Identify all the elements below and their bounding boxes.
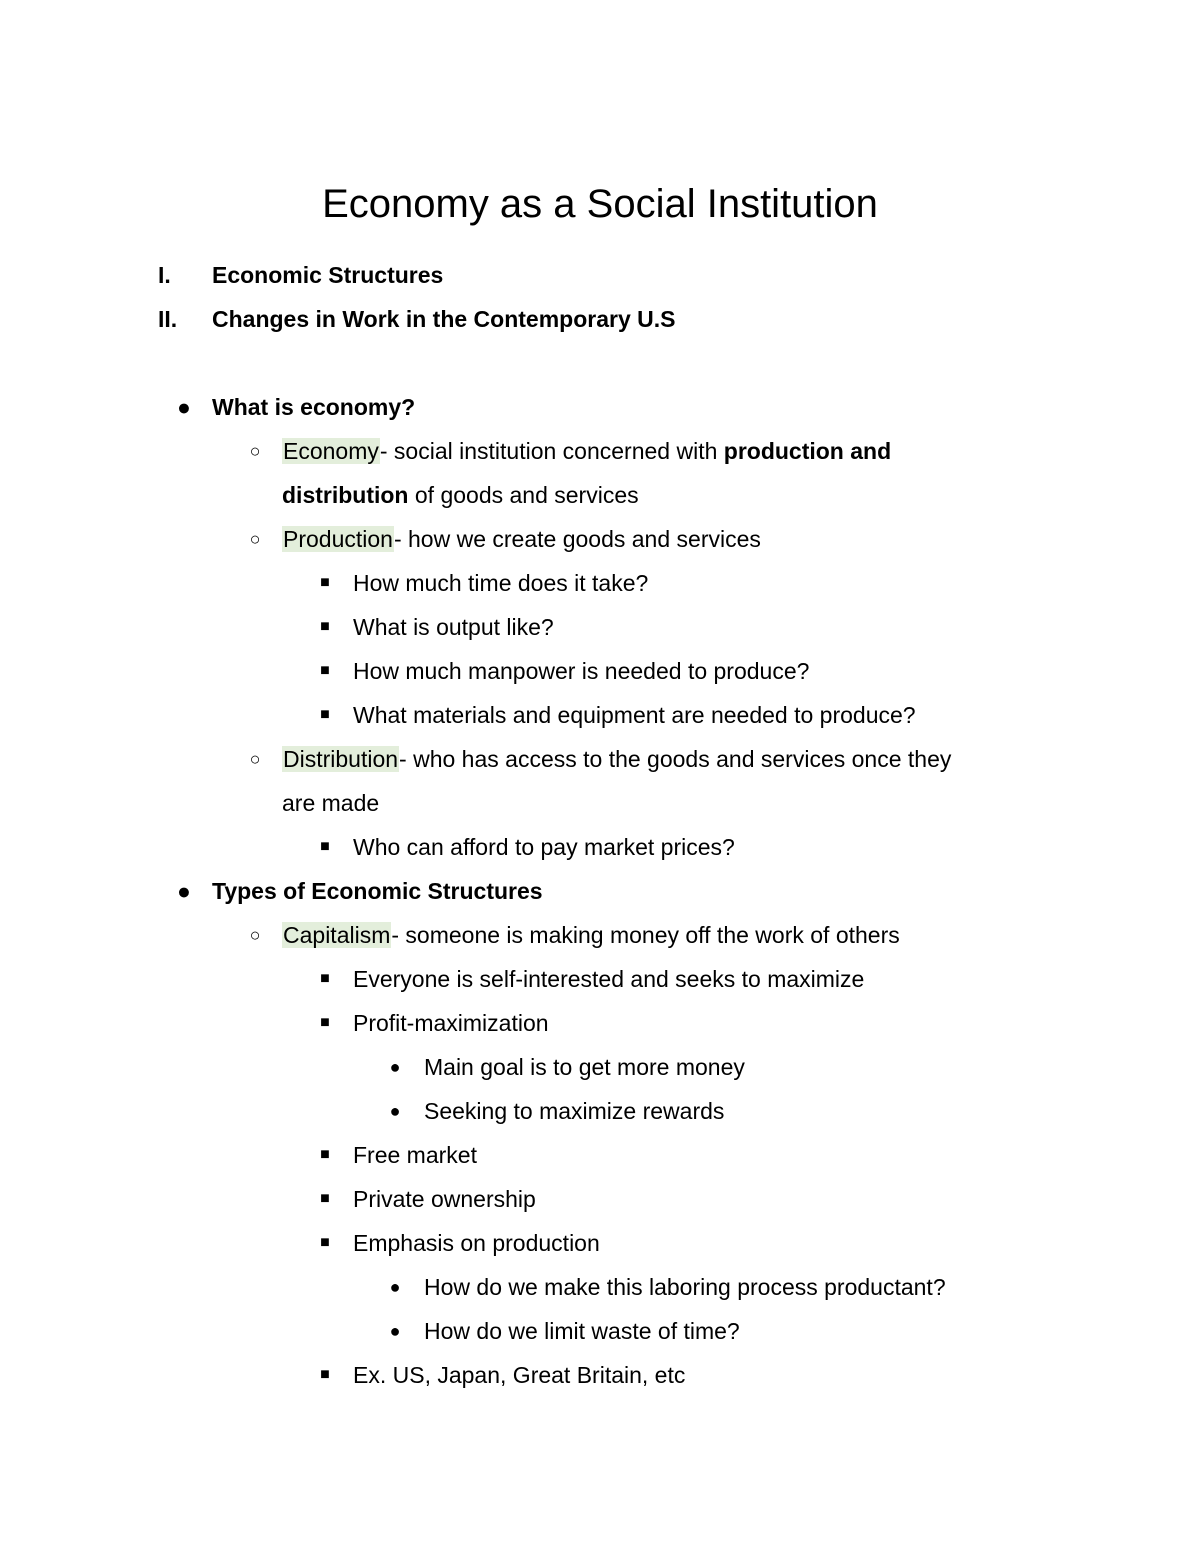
- square-bullet-icon: ■: [320, 1190, 330, 1207]
- definition-text: - someone is making money off the work of others: [391, 922, 900, 948]
- square-bullet-icon: ■: [320, 662, 330, 679]
- list-item-text: How do we limit waste of time?: [424, 1318, 740, 1344]
- bold-text: production and: [723, 438, 892, 464]
- hollow-bullet-icon: ○: [249, 749, 261, 769]
- filled-bullet-icon: ●: [389, 1101, 401, 1121]
- square-bullet-icon: ■: [320, 1146, 330, 1163]
- definition-continuation: are made: [282, 790, 380, 816]
- filled-bullet-icon: ●: [389, 1057, 401, 1077]
- outline-item-text: Changes in Work in the Contemporary U.S: [212, 306, 676, 332]
- list-item-text: Emphasis on production: [353, 1230, 600, 1256]
- definition-text: of goods and services: [408, 482, 639, 508]
- roman-numeral: II.: [158, 306, 178, 332]
- list-item-text: How much time does it take?: [353, 570, 649, 596]
- square-bullet-icon: ■: [320, 1366, 330, 1383]
- list-item-text: Main goal is to get more money: [424, 1054, 745, 1080]
- hollow-bullet-icon: ○: [249, 925, 261, 945]
- outline-item-text: Economic Structures: [212, 262, 444, 288]
- filled-bullet-icon: ●: [389, 1277, 401, 1297]
- highlighted-term: Economy: [283, 438, 379, 464]
- list-item-text: Seeking to maximize rewards: [424, 1098, 725, 1124]
- definition-text: - social institution concerned with: [379, 438, 724, 464]
- filled-bullet-icon: ●: [177, 394, 191, 420]
- definition-text: - who has access to the goods and services once they: [399, 746, 952, 772]
- bold-text: distribution: [282, 482, 409, 508]
- definition-continuation: [282, 473, 639, 517]
- square-bullet-icon: ■: [320, 1014, 330, 1031]
- document-title: Economy as a Social Institution: [322, 182, 878, 226]
- list-item-text: How do we make this laboring process productant?: [424, 1274, 946, 1300]
- list-item-text: Who can afford to pay market prices?: [353, 834, 735, 860]
- list-item-text: What materials and equipment are needed to produce?: [353, 702, 916, 728]
- section-heading: Types of Economic Structures: [212, 878, 543, 904]
- hollow-bullet-icon: ○: [249, 529, 261, 549]
- filled-bullet-icon: ●: [389, 1321, 401, 1341]
- highlighted-term: Distribution: [283, 746, 399, 772]
- list-item-text: Free market: [353, 1142, 477, 1168]
- square-bullet-icon: ■: [320, 970, 330, 987]
- roman-numeral: I.: [158, 262, 171, 288]
- square-bullet-icon: ■: [320, 1234, 330, 1251]
- square-bullet-icon: ■: [320, 618, 330, 635]
- square-bullet-icon: ■: [320, 574, 330, 591]
- list-item-text: How much manpower is needed to produce?: [353, 658, 810, 684]
- list-item-text: Private ownership: [353, 1186, 536, 1212]
- section-heading: What is economy?: [212, 394, 416, 420]
- square-bullet-icon: ■: [320, 706, 330, 723]
- filled-bullet-icon: ●: [177, 878, 191, 904]
- hollow-bullet-icon: ○: [249, 441, 261, 461]
- square-bullet-icon: ■: [320, 838, 330, 855]
- list-item-text: Ex. US, Japan, Great Britain, etc: [353, 1362, 686, 1388]
- definition-text: - how we create goods and services: [393, 526, 761, 552]
- list-item-text: What is output like?: [353, 614, 554, 640]
- highlighted-term: Production: [283, 526, 393, 552]
- highlighted-term: Capitalism: [283, 922, 391, 948]
- list-item-text: Everyone is self-interested and seeks to maximize: [353, 966, 865, 992]
- list-item-text: Profit-maximization: [353, 1010, 549, 1036]
